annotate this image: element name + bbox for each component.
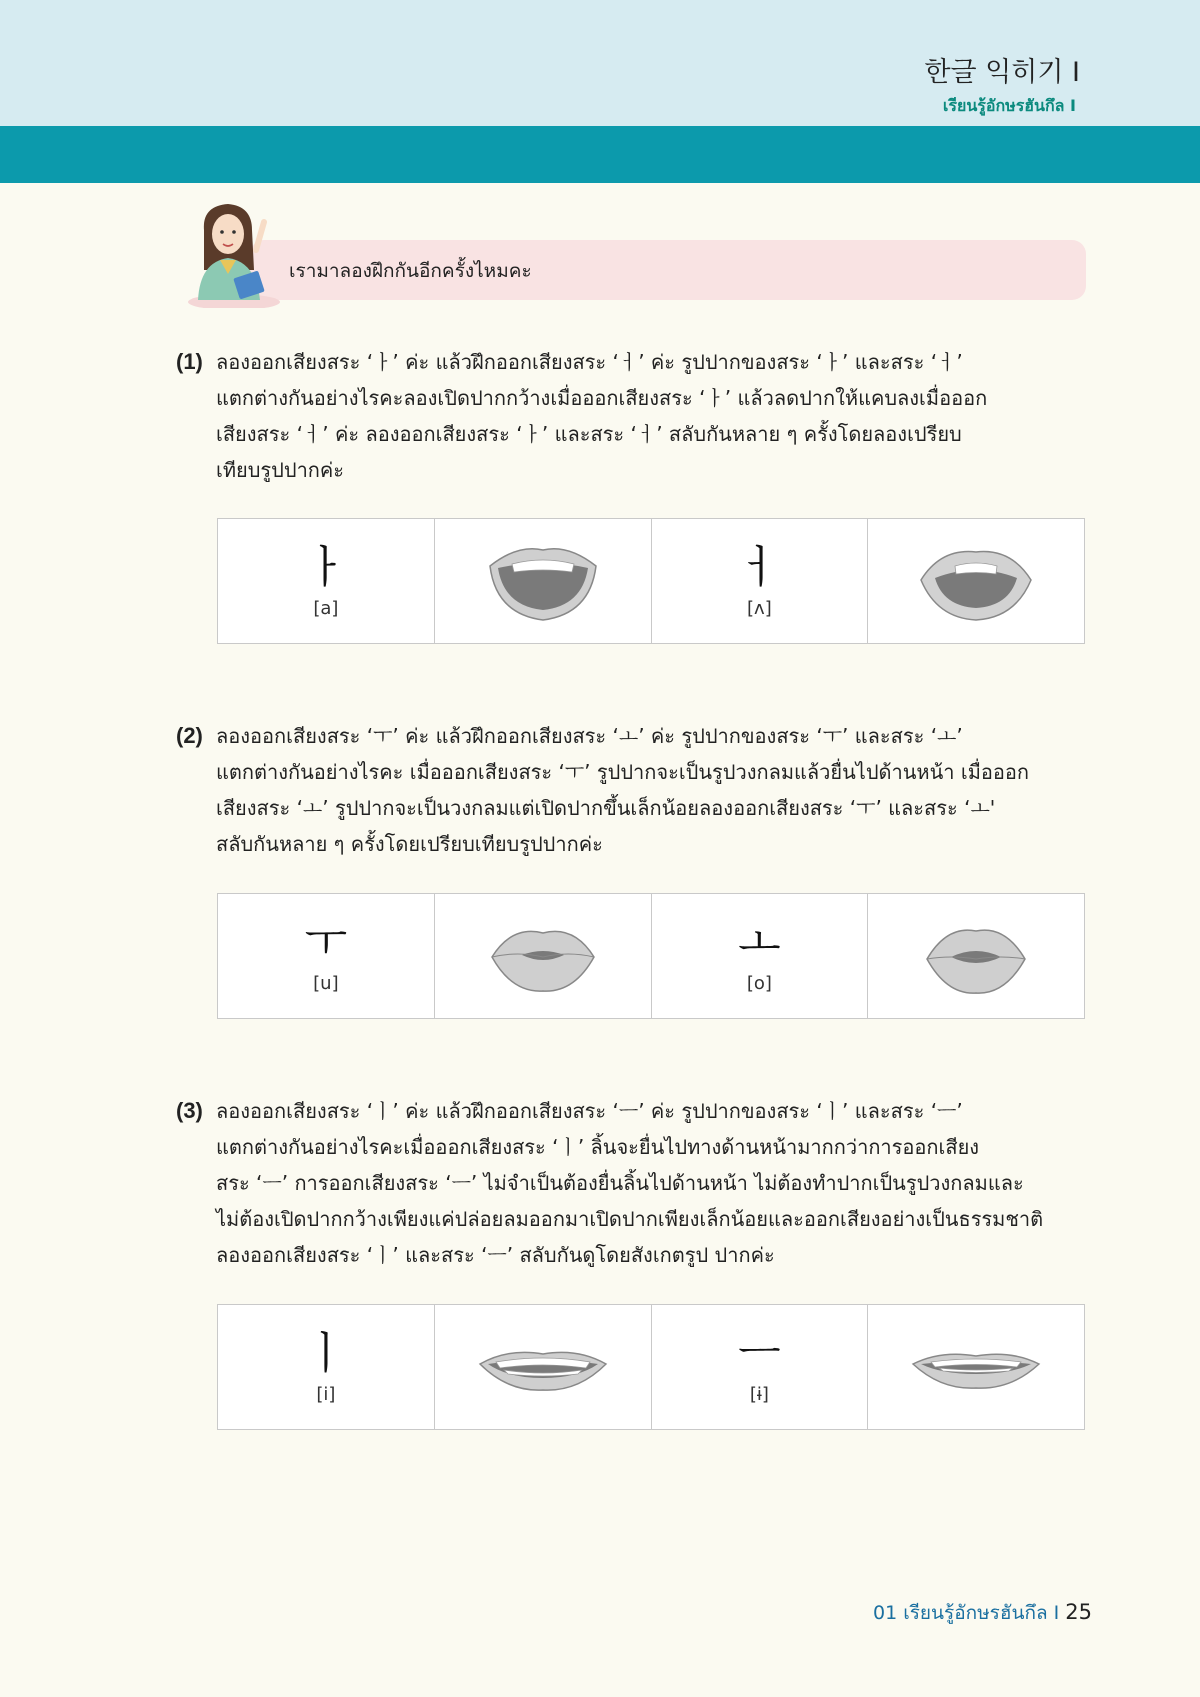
header-accent-bar (0, 126, 1200, 183)
page-footer (873, 1598, 1092, 1628)
vowel-glyph: ㅡ (738, 1327, 781, 1379)
spread-mouth-illustration (478, 1322, 608, 1412)
vowel-ipa: [a] (313, 597, 339, 619)
speech-text: เรามาลองฝึกกันอีกครั้งไหมคะ (289, 260, 532, 282)
exercise-line: แตกต่างกันอย่างไรคะเมื่อออกเสียงสระ ‘ㅣ’ ลิ้นจะยื่นไปทางด้านหน้ามากกว่าการออกเสียง (216, 1135, 980, 1159)
exercise-line: เสียงสระ ‘ㅓ’ ค่ะ ลองออกเสียงสระ ‘ㅏ’ และสระ ‘ㅓ’ สลับกันหลาย ๆ ครั้งโดยลองเปรียบ (216, 422, 962, 446)
vowel-cell (218, 894, 435, 1018)
exercise-number: (1) (176, 349, 203, 374)
vowel-ipa: [u] (313, 972, 339, 994)
vowel-ipa: [i] (316, 1383, 336, 1405)
vowel-glyph: ㅗ (738, 916, 781, 968)
rounded-mouth-illustration (478, 911, 608, 1001)
exercise-text (216, 344, 1096, 488)
exercise-line: ลองออกเสียงสระ ‘ㅜ’ ค่ะ แล้วฝึกออกเสียงสระ ‘ㅗ’ ค่ะ รูปปากของสระ ‘ㅜ’ และสระ ‘ㅗ’ (216, 724, 963, 748)
mouth-cell (435, 1305, 652, 1429)
page-header-subtitle: เรียนรู้อักษรฮันกึล I (942, 96, 1076, 115)
page-number: 25 (1065, 1600, 1092, 1624)
half-open-mouth-illustration (911, 536, 1041, 626)
vowel-table-2 (217, 893, 1085, 1019)
exercise-line: เทียบรูปปากค่ะ (216, 458, 345, 482)
vowel-cell (652, 1305, 869, 1429)
mouth-cell (435, 519, 652, 643)
open-mouth-illustration (478, 536, 608, 626)
vowel-ipa: [o] (746, 972, 772, 994)
exercise-line: ลองออกเสียงสระ ‘ㅣ’ ค่ะ แล้วฝึกออกเสียงสระ ‘ㅡ’ ค่ะ รูปปากของสระ ‘ㅣ’ และสระ ‘ㅡ’ (216, 1099, 963, 1123)
exercise-line: ไม่ต้องเปิดปากกว้างเพียงแค่ปล่อยลมออกมาเปิดปากเพียงเล็กน้อยและออกเสียงอย่างเป็นธรรมชาติ (216, 1207, 1044, 1231)
vowel-ipa: [ʌ] (747, 597, 772, 619)
page-header-title: 한글 익히기 I (924, 57, 1080, 88)
teacher-illustration (182, 200, 282, 308)
vowel-cell (218, 1305, 435, 1429)
vowel-cell (652, 894, 869, 1018)
exercise-line: สระ ‘ㅡ’ การออกเสียงสระ ‘ㅡ’ ไม่จำเป็นต้องยื่นลิ้นไปด้านหน้า ไม่ต้องทำปากเป็นรูปวงกลมและ (216, 1171, 1024, 1195)
vowel-glyph: ㅓ (738, 541, 781, 593)
exercise-line: เสียงสระ ‘ㅗ’ รูปปากจะเป็นวงกลมแต่เปิดปากขึ้นเล็กน้อยลองออกเสียงสระ ‘ㅜ’ และสระ ‘ㅗ' (216, 796, 996, 820)
exercise-line: สลับกันหลาย ๆ ครั้งโดยเปรียบเทียบรูปปากค่ะ (216, 832, 603, 856)
exercise-line: แตกต่างกันอย่างไรคะ เมื่อออกเสียงสระ ‘ㅜ’ รูปปากจะเป็นรูปวงกลมแล้วยื่นไปด้านหน้า เมื่อออก (216, 760, 1030, 784)
exercise-text (216, 1093, 1096, 1273)
vowel-ipa: [ɨ] (749, 1383, 769, 1405)
vowel-cell (652, 519, 869, 643)
exercise-text (216, 718, 1096, 862)
vowel-table-1 (217, 518, 1085, 644)
exercise-line: ลองออกเสียงสระ ‘ㅏ’ ค่ะ แล้วฝึกออกเสียงสระ ‘ㅓ’ ค่ะ รูปปากของสระ ‘ㅏ’ และสระ ‘ㅓ’ (216, 350, 963, 374)
vowel-table-3 (217, 1304, 1085, 1430)
vowel-glyph: ㅜ (304, 916, 348, 968)
spread-mouth-illustration (911, 1322, 1041, 1412)
exercise-line: แตกต่างกันอย่างไรคะลองเปิดปากกว้างเมื่อออกเสียงสระ ‘ㅏ’ แล้วลดปากให้แคบลงเมื่อออก (216, 386, 988, 410)
vowel-glyph: ㅏ (304, 541, 348, 593)
exercise-number: (3) (176, 1098, 203, 1123)
exercise-line: ลองออกเสียงสระ ‘ㅣ’ และสระ ‘ㅡ’ สลับกันดูโดยสังเกตรูป ปากค่ะ (216, 1243, 775, 1267)
footer-chapter: 01 เรียนรู้อักษรฮันกึล I (873, 1602, 1060, 1624)
vowel-cell (218, 519, 435, 643)
vowel-glyph: ㅣ (304, 1327, 348, 1379)
rounded-mouth-illustration (911, 911, 1041, 1001)
mouth-cell (868, 1305, 1084, 1429)
mouth-cell (868, 894, 1084, 1018)
mouth-cell (868, 519, 1084, 643)
mouth-cell (435, 894, 652, 1018)
exercise-number: (2) (176, 723, 203, 748)
